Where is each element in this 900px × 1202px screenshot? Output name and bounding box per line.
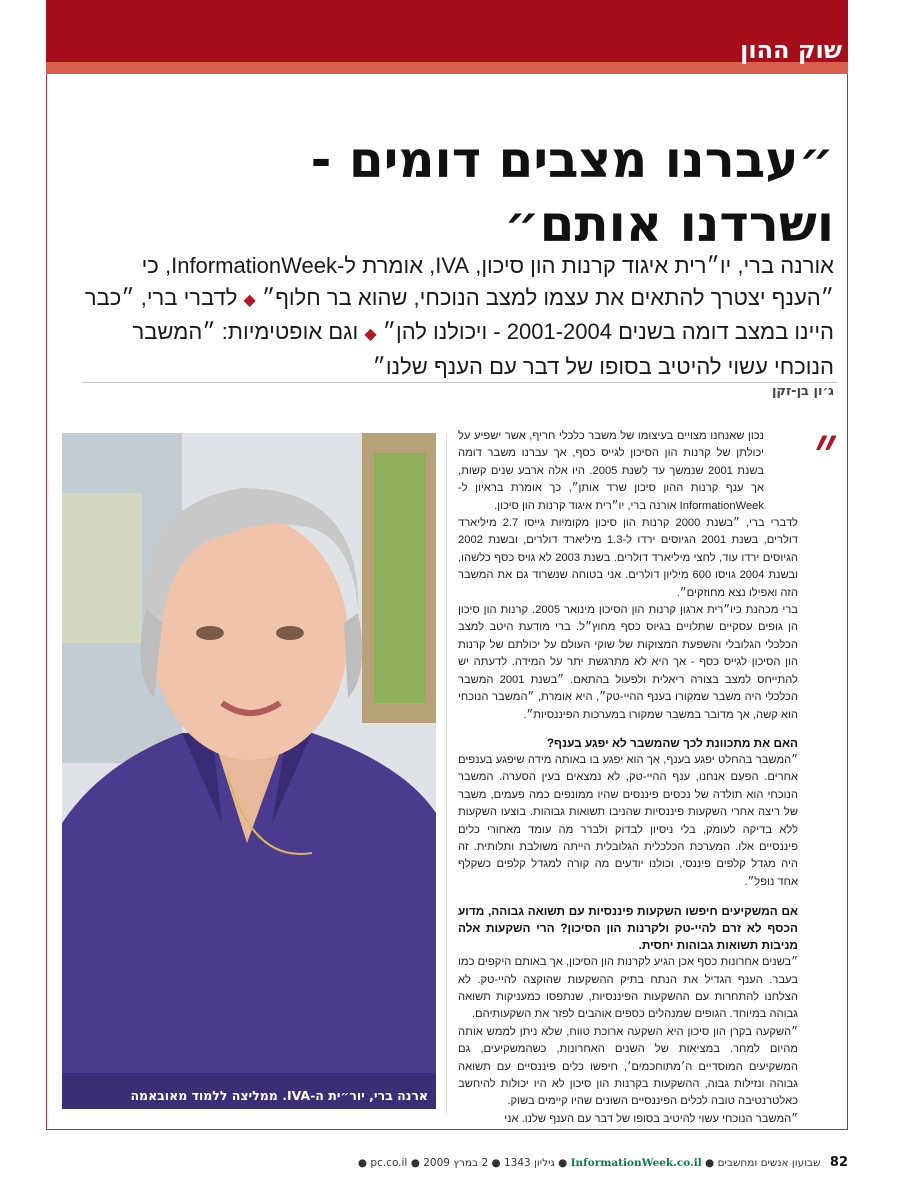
page-number: 82 xyxy=(829,1155,848,1170)
body-paragraph-1: נכון שאנחנו מצויים בעיצומו של משבר כלכלי חריף, אשר ישפיע על יכולתן של קרנות הון הסיכון לגייס כסף, אך עברנו משבר דומה בשנת 2001 שנמשך עד לשנת 2005. היו אלה ארבע שנים קשות, אך ענף קרנות ההון סיכון שרד אותן״, כך אומרת בראיון ל-InformationWeek אורנה ברי, יו״רית איגוד קרנות הון סיכון. xyxy=(458,430,765,512)
divider-rule xyxy=(82,382,837,383)
headline-line-2: ושרדנו אותם״ xyxy=(504,195,834,253)
section-label: שוק ההון xyxy=(740,36,842,64)
footer-bullet-icon: ● xyxy=(491,1157,501,1169)
photo-caption: ארנה ברי, יור״ית ה-IVA. ממליצה ללמוד מאובאמה xyxy=(130,1088,428,1103)
footer-bullet-icon: ● xyxy=(410,1157,420,1169)
publication-name: שבועון אנשים ומחשבים xyxy=(717,1157,821,1169)
diamond-separator-icon: ◆ xyxy=(243,291,256,309)
article-body xyxy=(458,428,798,1128)
body-paragraph-2: לדברי ברי, ״בשנת 2000 קרנות הון סיכון מקומיות גייסו 2.7 מיליארד דולרים, בשנת 2001 הגיוסים ירדו ל-1.3 מיליארד דולרים, ובשנת 2002 הגיוסים ירדו עוד, לחצי מיליארד דולרים. בשנת 2003 לא גויס כסף כלשהו, ובשנת 2004 גויסו 600 מיליון דולרים. אני בטוחה שנשרוד גם את המשבר הזה ואפילו נצא מחוזקים״. xyxy=(458,517,798,599)
lead-part-1: אורנה ברי, יו״רית איגוד קרנות הון סיכון, IVA, אומרת ל-InformationWeek, כי ״הענף יצטרך להתאים את עצמו למצב הנוכחי, שהוא בר חלוף״ xyxy=(141,253,834,310)
domain-link[interactable]: pc.co.il xyxy=(370,1157,408,1169)
headline-line-1: ״עברנו מצבים דומים - xyxy=(310,131,834,189)
headline xyxy=(114,128,834,256)
footer-bullet-icon: ● xyxy=(558,1157,568,1169)
quote-mark-icon: ״ xyxy=(814,412,838,485)
body-paragraph-4: ״המשבר בהחלט יפגע בענף, אך הוא יפגע בו באותה מידה שיפגע בענפים אחרים. הפעם אנחנו, ענף ההיי-טק, לא נמצאים בעין הסערה. המשבר הנוכחי הוא תולדה של נכסים פיננסים שהיו ממונפים כמה פעמים, משבר של ריצה אחרי השקעות פיננסיות שהניבו תשואות גבוהות. בוצעו השקעות ללא בדיקה לעומק, בלי ניסיון לבדוק ולברר מה עומד מאחורי כלים פיננסיים אלו. המערכת הכלכלית הגלובלית הייתה משולבת ותלותית. זה היה מגדל קלפים פיננסי, וכולנו יודעים מה קורה למגדל קלפים כשקלף אחד נופל״. xyxy=(458,753,798,888)
issue-number: גיליון 1343 xyxy=(503,1157,555,1169)
portrait-illustration xyxy=(62,433,436,1109)
interview-question-1: האם את מתכוונת לכך שהמשבר לא יפגע בענף? xyxy=(546,735,798,750)
footer-bullet-icon: ● xyxy=(357,1157,368,1169)
site-link[interactable]: InformationWeek.co.il xyxy=(570,1157,702,1169)
diamond-separator-icon: ◆ xyxy=(364,326,377,343)
issue-date: 2 במרץ 2009 xyxy=(423,1157,489,1169)
author-byline: ג׳ון בן-זקן xyxy=(771,384,834,399)
column-divider xyxy=(446,433,447,1113)
lead-paragraph xyxy=(74,250,834,382)
portrait-photo xyxy=(62,433,436,1109)
body-paragraph-7: ״המשבר הנוכחי עשוי להיטיב בסופו של דבר עם הענף שלנו. אני xyxy=(504,1112,798,1125)
section-header-band xyxy=(46,0,848,62)
footer-bullet-icon: ● xyxy=(705,1157,715,1169)
page-footer xyxy=(358,1155,848,1170)
lead-part-3: וגם אופטימיות: ״המשבר הנוכחי עשוי להיטיב בסופו של דבר עם הענף שלנו״ xyxy=(132,319,834,379)
interview-question-2: אם המשקיעים חיפשו השקעות פיננסיות עם תשואה גבוהה, מדוע הכסף לא זרם להיי-טק ולקרנות הון הסיכון? הרי השקעות אלה מניבות תשואות גבוהות יחסית. xyxy=(458,904,798,953)
body-paragraph-5: ״בשנים אחרונות כסף אכן הגיע לקרנות הון הסיכון, אך באותם היקפים כמו בעבר. הענף הגדיל את הנתח בתיק ההשקעות שהוקצה להיי-טק. לא הצלחנו להתחרות עם ההשקעות הפיננסיות, שנתפסו כמעניקות תשואה גבוהה במיוחד. הגופים שמנהלים כספים אוהבים לפזר את השקעותיהם. xyxy=(458,956,798,1021)
body-paragraph-3: ברי מכהנת כיו״רית ארגון קרנות הון הסיכון מינואר 2005. קרנות הון סיכון הן גופים עסקיים שתלויים בגיוס כסף מחוץ״ל. ברי מודעת היטב למצב הכלכלי הגלובלי והשפעת המצוקות של שוקי העולם על יכולתם של קרנות הון הסיכון לגייס כסף - אך היא לא מתרגשת יתר על המידה. לדעתה יש להתייחס למצב בצורה ריאלית ולפעול בהתאם. ״בשנת 2001 המשבר הכלכלי היה משבר שמקורו בענף ההיי-טק״, היא אומרת, ״המשבר הנוכחי הוא קשה, אך מדובר במשבר שמקורו במערכות הפיננסיות״. xyxy=(458,604,798,721)
lead-part-2: לדברי ברי, ״כבר היינו במצב דומה בשנים 2001-2004 - ויכולנו להן״ xyxy=(84,284,834,344)
body-paragraph-6: ״השקעה בקרן הון סיכון היא השקעה ארוכת טווח, שלא ניתן לממש אותה מהיום למחר. במציאות של השנים האחרונות, כשהמשקיעים, גם המשקיעים המוסדיים ה׳מתוחכמים׳, חיפשו כלים פיננסיים עם תשואה גבוהה ונזילות גבוה, ההשקעות בקרנות הון סיכון לא היו יכולות להיחשב כאלטרנטיבה טובה לכלים הפיננסיים השונים שהיו קיימים בשוק. xyxy=(458,1025,798,1108)
section-header-strip xyxy=(46,62,848,74)
